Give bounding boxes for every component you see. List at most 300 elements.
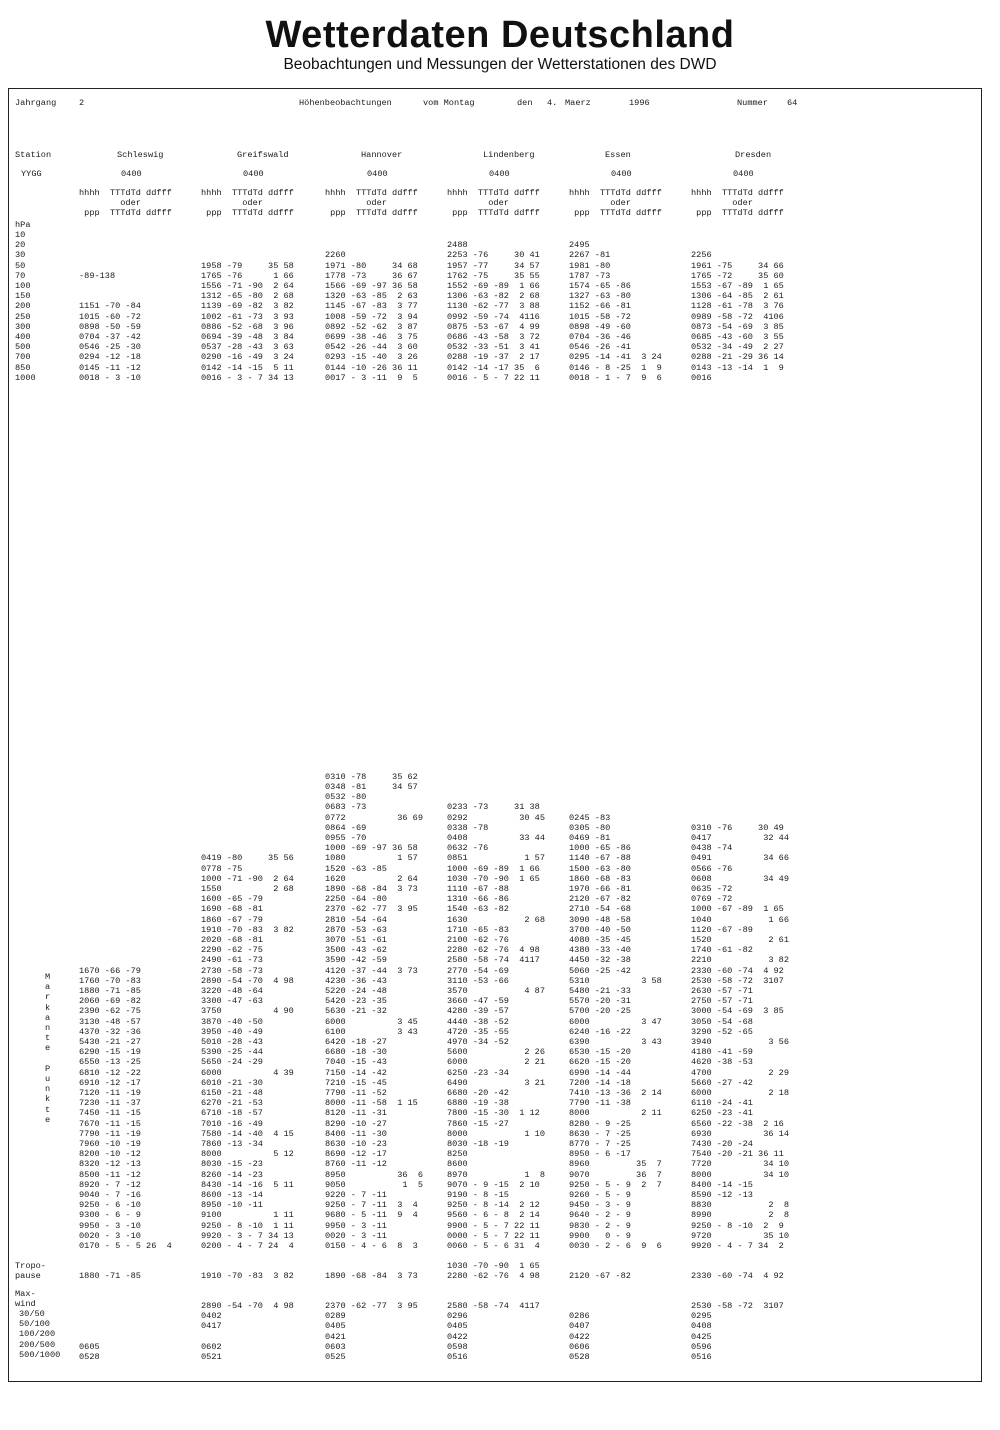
- sig-point-cell: 8630 - 7 -25: [569, 1128, 631, 1139]
- sig-point-cell: 8990 2 8: [691, 1210, 789, 1221]
- column-header: hhhh TTTdTd ddfff: [325, 188, 418, 198]
- std-level-cell: 0294 -12 -18: [79, 352, 141, 363]
- std-level-cell: 0532 -33 -51 3 41: [447, 342, 540, 353]
- std-level-cell: 1787 -73: [569, 270, 611, 281]
- std-level-cell: 1765 -76 1 66: [201, 270, 294, 281]
- maxwind-cell: 0525: [325, 1352, 346, 1362]
- maxwind-cell: 0596: [691, 1341, 712, 1352]
- station-name: Dresden: [735, 150, 772, 160]
- std-level-cell: 0685 -43 -60 3 55: [691, 332, 784, 342]
- sig-point-cell: 6560 -22 -38 2 16: [691, 1118, 784, 1129]
- sig-point-cell: 0305 -80: [569, 822, 611, 833]
- sig-point-cell: 8950 - 6 -17: [569, 1149, 631, 1160]
- maxwind-cell: 2370 -62 -77 3 95: [325, 1301, 418, 1311]
- sig-point-cell: 4080 -35 -45: [569, 935, 631, 945]
- sig-point-cell: 0200 - 4 - 7 24 4: [201, 1241, 294, 1251]
- maxwind-cell: 0408: [691, 1321, 712, 1332]
- sig-point-cell: 4380 -33 -40: [569, 945, 631, 956]
- sig-point-cell: 4700 2 29: [691, 1067, 789, 1078]
- wind-shear-label: 50/100: [19, 1319, 50, 1330]
- sig-point-cell: 0635 -72: [691, 884, 733, 894]
- sig-point-cell: 2730 -58 -73: [201, 965, 263, 976]
- sig-point-cell: 1860 -68 -83: [569, 873, 631, 884]
- sig-point-cell: 9070 - 9 -15 2 10: [447, 1179, 540, 1190]
- sig-point-cell: 6000 2 21: [447, 1057, 545, 1068]
- sig-point-cell: 8120 -11 -31: [325, 1108, 387, 1119]
- sig-point-cell: 3050 -54 -68: [691, 1016, 753, 1027]
- hpa-label: hPa: [15, 220, 31, 230]
- sig-point-cell: 5060 -25 -42: [569, 965, 631, 976]
- maxwind-label: Max-: [15, 1289, 36, 1299]
- sig-point-cell: 8920 - 7 -12: [79, 1179, 141, 1190]
- sig-point-cell: 2710 -54 -68: [569, 904, 631, 915]
- sig-point-cell: 0348 -81 34 57: [325, 782, 418, 792]
- sig-point-cell: 1910 -70 -83 3 82: [201, 924, 294, 935]
- maxwind-cell: 2890 -54 -70 4 98: [201, 1301, 294, 1311]
- sig-point-cell: 8000 1 10: [447, 1128, 545, 1139]
- std-level-cell: 1981 -80: [569, 260, 611, 271]
- sig-point-cell: 3660 -47 -59: [447, 996, 509, 1007]
- std-level-cell: 0018 - 1 - 7 9 6: [569, 372, 662, 383]
- sig-point-cell: 8320 -12 -13: [79, 1159, 141, 1170]
- sig-point-cell: 3700 -40 -50: [569, 924, 631, 935]
- markante-punkte-letter: e: [45, 1043, 51, 1054]
- column-header: hhhh TTTdTd ddfff: [569, 188, 662, 198]
- sig-point-cell: 0150 - 4 - 6 8 3: [325, 1241, 418, 1251]
- sig-point-cell: 1000 -69 -97 36 58: [325, 843, 418, 854]
- markante-punkte-letter: M: [45, 972, 51, 982]
- sig-point-cell: 1970 -66 -81: [569, 884, 631, 894]
- station-yygg: 0400: [489, 169, 510, 179]
- wind-shear-label: 500/1000: [19, 1349, 61, 1360]
- std-level-cell: 1566 -69 -97 36 58: [325, 281, 418, 291]
- column-header: hhhh TTTdTd ddfff: [79, 188, 172, 198]
- sig-point-cell: 0310 -78 35 62: [325, 771, 418, 782]
- sig-point-cell: 5310 3 58: [569, 975, 662, 986]
- sig-point-cell: 5570 -20 -31: [569, 996, 631, 1007]
- nummer-label: Nummer: [737, 98, 768, 108]
- markante-punkte-letter: t: [45, 1104, 51, 1115]
- sig-point-cell: 6490 3 21: [447, 1077, 545, 1088]
- sig-point-cell: 0292 30 45: [447, 812, 545, 823]
- sig-point-cell: 8290 -10 -27: [325, 1118, 387, 1129]
- pressure-level: 20: [15, 240, 26, 251]
- pressure-level: 500: [15, 342, 31, 353]
- sig-point-cell: 6910 -12 -17: [79, 1077, 141, 1088]
- sig-point-cell: 2750 -57 -71: [691, 996, 753, 1007]
- sig-point-cell: 7120 -11 -19: [79, 1088, 141, 1098]
- std-level-cell: 0145 -11 -12: [79, 362, 141, 373]
- sig-point-cell: 5390 -25 -44: [201, 1047, 263, 1058]
- sig-point-cell: 1860 -67 -79: [201, 914, 263, 925]
- sig-point-cell: 4370 -32 -36: [79, 1026, 141, 1037]
- sig-point-cell: 1760 -70 -83: [79, 975, 141, 986]
- sig-point-cell: 9720 35 10: [691, 1230, 789, 1241]
- sig-point-cell: 8760 -11 -12: [325, 1159, 387, 1170]
- maxwind-cell: 2580 -58 -74 4117: [447, 1301, 540, 1311]
- tropopause-cell: 1030 -70 -90 1 65: [447, 1260, 540, 1271]
- std-level-cell: 0898 -49 -60: [569, 321, 631, 332]
- sig-point-cell: 2390 -62 -75: [79, 1006, 141, 1017]
- sig-point-cell: 8250: [447, 1149, 468, 1160]
- data-sheet-content: [9, 89, 983, 1383]
- markante-punkte-letter: P: [45, 1063, 51, 1074]
- markante-punkte-letter: u: [45, 1074, 51, 1084]
- maxwind-cell: 0605: [79, 1341, 100, 1352]
- sig-point-cell: 3870 -40 -50: [201, 1016, 263, 1027]
- markante-punkte-letter: k: [45, 1094, 51, 1105]
- sig-point-cell: 9450 - 3 - 9: [569, 1200, 631, 1211]
- sig-point-cell: 0060 - 5 - 6 31 4: [447, 1241, 540, 1251]
- column-header: ppp TTTdTd ddfff: [325, 208, 418, 218]
- sig-point-cell: 9250 - 8 -14 2 12: [447, 1200, 540, 1211]
- std-level-cell: 1008 -59 -72 3 94: [325, 311, 418, 322]
- sig-point-cell: 9220 - 7 -11: [325, 1190, 387, 1200]
- date-text: vom Montag: [423, 98, 475, 108]
- sig-point-cell: 9050 1 5: [325, 1179, 423, 1190]
- sig-point-cell: 0408 33 44: [447, 833, 545, 843]
- std-level-cell: 0694 -39 -48 3 84: [201, 332, 294, 342]
- std-level-cell: 1556 -71 -90 2 64: [201, 281, 294, 291]
- std-level-cell: 0018 - 3 -10: [79, 372, 141, 383]
- maxwind-label: wind: [15, 1299, 36, 1309]
- sig-point-cell: 6880 -19 -38: [447, 1098, 509, 1109]
- sig-point-cell: 5660 -27 -42: [691, 1077, 753, 1088]
- sig-point-cell: 0170 - 5 - 5 26 4: [79, 1241, 172, 1251]
- std-level-cell: 0532 -34 -49 2 27: [691, 342, 784, 353]
- sig-point-cell: 0851 1 57: [447, 853, 545, 864]
- page-subtitle: Beobachtungen und Messungen der Wetterstationen des DWD: [283, 56, 717, 73]
- date-year: 1996: [629, 98, 650, 108]
- sig-point-cell: 2580 -58 -74 4117: [447, 955, 540, 966]
- sig-point-cell: 3750 4 90: [201, 1006, 294, 1017]
- sig-point-cell: 3940 3 56: [691, 1037, 789, 1047]
- std-level-cell: 0142 -14 -15 5 11: [201, 362, 294, 373]
- tropopause-label: pause: [15, 1271, 41, 1281]
- markante-punkte-letter: k: [45, 1002, 51, 1013]
- sig-point-cell: 8960 35 7: [569, 1159, 662, 1170]
- sig-point-cell: 7040 -15 -43: [325, 1057, 387, 1068]
- std-level-cell: 1312 -65 -80 2 68: [201, 291, 294, 302]
- sig-point-cell: 7540 -20 -21 36 11: [691, 1149, 784, 1160]
- sig-point-cell: 8260 -14 -23: [201, 1169, 263, 1180]
- tropopause-cell: 2280 -62 -76 4 98: [447, 1271, 540, 1281]
- std-level-cell: 1015 -60 -72: [79, 311, 141, 322]
- tropopause-cell: 2330 -60 -74 4 92: [691, 1271, 784, 1281]
- wind-shear-label: 200/500: [19, 1339, 56, 1350]
- pressure-level: 50: [15, 260, 26, 271]
- sig-point-cell: 8000 34 10: [691, 1169, 789, 1180]
- sig-point-cell: 2120 -67 -82: [569, 894, 631, 905]
- sig-point-cell: 7010 -16 -49: [201, 1118, 263, 1129]
- sig-point-cell: 2890 -54 -70 4 98: [201, 975, 294, 986]
- sig-point-cell: 3300 -47 -63: [201, 996, 263, 1007]
- sig-point-cell: 9250 - 8 -10 2 9: [691, 1220, 784, 1231]
- std-level-cell: 0704 -37 -42: [79, 332, 141, 342]
- maxwind-cell: 2530 -58 -72 3107: [691, 1301, 784, 1311]
- sig-point-cell: 4970 -34 -52: [447, 1037, 509, 1047]
- sig-point-cell: 4440 -38 -52: [447, 1016, 509, 1027]
- wind-shear-label: 30/50: [19, 1309, 45, 1319]
- std-level-cell: 0016 - 5 - 7 22 11: [447, 372, 540, 383]
- std-level-cell: 1778 -73 36 67: [325, 270, 418, 281]
- sig-point-cell: 0532 -80: [325, 792, 367, 803]
- sig-point-cell: 1120 -67 -89: [691, 924, 753, 935]
- sig-point-cell: 5650 -24 -29: [201, 1057, 263, 1068]
- sig-point-cell: 8600: [447, 1159, 468, 1170]
- sig-point-cell: 6530 -15 -20: [569, 1047, 631, 1058]
- column-header: ppp TTTdTd ddfff: [569, 208, 662, 218]
- sig-point-cell: 3130 -48 -57: [79, 1016, 141, 1027]
- sig-point-cell: 8000 2 11: [569, 1108, 662, 1119]
- sig-point-cell: 0417 32 44: [691, 833, 789, 843]
- markante-punkte-letter: e: [45, 1114, 51, 1125]
- sig-point-cell: 1140 -67 -88: [569, 853, 631, 864]
- pressure-level: 300: [15, 321, 31, 332]
- sig-point-cell: 5430 -21 -27: [79, 1037, 141, 1047]
- sig-point-cell: 1040 1 66: [691, 914, 789, 925]
- sig-point-cell: 6270 -21 -53: [201, 1098, 263, 1109]
- sig-point-cell: 8950 36 6: [325, 1169, 423, 1180]
- sig-point-cell: 4280 -39 -57: [447, 1006, 509, 1017]
- sig-point-cell: 2770 -54 -69: [447, 965, 509, 976]
- sig-point-cell: 5630 -21 -32: [325, 1006, 387, 1017]
- std-level-cell: 0699 -38 -46 3 75: [325, 332, 418, 342]
- maxwind-cell: 0603: [325, 1341, 346, 1352]
- sig-point-cell: 2870 -53 -63: [325, 924, 387, 935]
- std-level-cell: 1327 -63 -80: [569, 291, 631, 302]
- sig-point-cell: 0566 -76: [691, 863, 733, 874]
- std-level-cell: 0892 -52 -62 3 87: [325, 321, 418, 332]
- std-level-cell: 2260: [325, 250, 346, 261]
- sig-point-cell: 0769 -72: [691, 894, 733, 905]
- sig-point-cell: 1740 -61 -82: [691, 945, 753, 956]
- column-header: ppp TTTdTd ddfff: [691, 208, 784, 218]
- markante-punkte-letter: a: [45, 982, 51, 993]
- std-level-cell: 1015 -58 -72: [569, 311, 631, 322]
- maxwind-cell: 0528: [569, 1352, 590, 1362]
- sig-point-cell: 5220 -24 -48: [325, 986, 387, 996]
- column-header: hhhh TTTdTd ddfff: [447, 188, 540, 198]
- sig-point-cell: 6930 36 14: [691, 1128, 789, 1139]
- sig-point-cell: 2290 -62 -75: [201, 945, 263, 956]
- std-level-cell: 0537 -28 -43 3 63: [201, 342, 294, 353]
- sig-point-cell: 8630 -10 -23: [325, 1139, 387, 1149]
- sig-point-cell: 9830 - 2 - 9: [569, 1220, 631, 1231]
- station-name: Lindenberg: [483, 150, 535, 160]
- data-sheet: [8, 88, 982, 1382]
- sig-point-cell: 8590 -12 -13: [691, 1190, 753, 1200]
- column-header-oder: oder: [569, 198, 631, 208]
- pressure-level: 70: [15, 270, 26, 281]
- column-header: hhhh TTTdTd ddfff: [691, 188, 784, 198]
- sig-point-cell: 3590 -42 -59: [325, 955, 387, 966]
- pressure-level: 850: [15, 362, 31, 373]
- sig-point-cell: 3570 4 87: [447, 986, 545, 996]
- sig-point-cell: 6620 -15 -20: [569, 1057, 631, 1068]
- sig-point-cell: 0772 36 69: [325, 812, 423, 823]
- maxwind-cell: 0417: [201, 1321, 222, 1332]
- sig-point-cell: 9100 1 11: [201, 1210, 294, 1221]
- sig-point-cell: 1080 1 57: [325, 853, 418, 864]
- sig-point-cell: 1310 -66 -86: [447, 894, 509, 905]
- tropopause-label: Tropo-: [15, 1261, 46, 1271]
- sig-point-cell: 7200 -14 -18: [569, 1077, 631, 1088]
- maxwind-cell: 0516: [447, 1352, 468, 1362]
- sig-point-cell: 8970 1 8: [447, 1169, 545, 1180]
- sig-point-cell: 9900 0 - 9: [569, 1230, 631, 1241]
- sig-point-cell: 5600 2 26: [447, 1047, 545, 1058]
- maxwind-cell: 0422: [447, 1331, 468, 1342]
- sig-point-cell: 6420 -18 -27: [325, 1037, 387, 1047]
- page-header: [0, 14, 1000, 74]
- column-header: ppp TTTdTd ddfff: [201, 208, 294, 218]
- sig-point-cell: 6990 -14 -44: [569, 1067, 631, 1078]
- std-level-cell: 0016: [691, 372, 712, 383]
- sig-point-cell: 0338 -78: [447, 822, 489, 833]
- sig-point-cell: 1620 2 64: [325, 873, 418, 884]
- sig-point-cell: 7150 -14 -42: [325, 1067, 387, 1078]
- std-level-cell: 1139 -69 -82 3 82: [201, 301, 294, 312]
- sig-point-cell: 0310 -76 30 49: [691, 822, 784, 833]
- std-level-cell: 0142 -14 -17 35 6: [447, 362, 540, 373]
- sig-point-cell: 9950 - 3 -11: [325, 1220, 387, 1231]
- column-header: ppp TTTdTd ddfff: [447, 208, 540, 218]
- sig-point-cell: 7210 -15 -45: [325, 1077, 387, 1088]
- std-level-cell: 1128 -61 -78 3 76: [691, 301, 784, 312]
- sig-point-cell: 1600 -65 -79: [201, 894, 263, 905]
- sig-point-cell: 8950 -10 -11: [201, 1200, 263, 1211]
- sig-point-cell: 6710 -18 -57: [201, 1108, 263, 1119]
- maxwind-cell: 0407: [569, 1321, 590, 1332]
- tropopause-cell: 1890 -68 -84 3 73: [325, 1271, 418, 1281]
- date-month: Maerz: [565, 98, 591, 108]
- pressure-level: 400: [15, 332, 31, 342]
- std-level-cell: 2256: [691, 250, 712, 261]
- column-header: hhhh TTTdTd ddfff: [201, 188, 294, 198]
- sig-point-cell: 7790 -11 -19: [79, 1128, 141, 1139]
- maxwind-cell: 0516: [691, 1352, 712, 1362]
- sig-point-cell: 1000 -69 -89 1 66: [447, 863, 540, 874]
- std-level-cell: 0992 -59 -74 4116: [447, 311, 540, 322]
- sig-point-cell: 1500 -63 -80: [569, 863, 631, 874]
- sig-point-cell: 9300 - 6 - 9: [79, 1210, 141, 1221]
- pressure-level: 30: [15, 250, 26, 261]
- jahrgang-value: 2: [79, 98, 85, 108]
- std-level-cell: 0144 -10 -26 36 11: [325, 362, 418, 373]
- wind-shear-label: 100/200: [19, 1329, 56, 1340]
- tropopause-cell: 2120 -67 -82: [569, 1271, 631, 1281]
- std-level-cell: 0017 - 3 -11 9 5: [325, 372, 418, 383]
- std-level-cell: 0146 - 8 -25 1 9: [569, 362, 662, 373]
- std-level-cell: 0989 -58 -72 4106: [691, 311, 784, 322]
- sig-point-cell: 2490 -61 -73: [201, 955, 263, 966]
- report-title: Höhenbeobachtungen: [299, 98, 392, 108]
- sig-point-cell: 9680 - 5 -11 9 4: [325, 1210, 418, 1221]
- sig-point-cell: 3090 -48 -58: [569, 914, 631, 925]
- sig-point-cell: 9260 - 5 - 9: [569, 1190, 631, 1200]
- sig-point-cell: 6550 -13 -25: [79, 1057, 141, 1068]
- sig-point-cell: 6110 -24 -41: [691, 1098, 753, 1109]
- sig-point-cell: 7790 -11 -38: [569, 1098, 631, 1109]
- markante-punkte-letter: n: [45, 1023, 51, 1033]
- sig-point-cell: 6290 -15 -19: [79, 1047, 141, 1058]
- maxwind-cell: 0521: [201, 1352, 222, 1362]
- column-header-oder: oder: [201, 198, 263, 208]
- sig-point-cell: 6680 -18 -30: [325, 1047, 387, 1058]
- sig-point-cell: 9250 - 6 -10: [79, 1200, 141, 1211]
- sig-point-cell: 6240 -16 -22: [569, 1026, 631, 1037]
- sig-point-cell: 7860 -13 -34: [201, 1139, 263, 1149]
- sig-point-cell: 0778 -75: [201, 863, 243, 874]
- markante-punkte-letter: n: [45, 1084, 51, 1095]
- std-level-cell: 1961 -75 34 66: [691, 260, 784, 271]
- maxwind-cell: 0598: [447, 1341, 468, 1352]
- sig-point-cell: 6390 3 43: [569, 1037, 662, 1047]
- std-level-cell: 0686 -43 -58 3 72: [447, 332, 540, 342]
- column-header-oder: oder: [691, 198, 753, 208]
- sig-point-cell: 2020 -68 -81: [201, 935, 263, 945]
- sig-point-cell: 8000 -11 -58 1 15: [325, 1098, 418, 1109]
- sig-point-cell: 0020 - 3 -10: [79, 1230, 141, 1241]
- sig-point-cell: 1000 -65 -86: [569, 843, 631, 854]
- sig-point-cell: 4230 -36 -43: [325, 975, 387, 986]
- station-yygg: 0400: [733, 169, 754, 179]
- sig-point-cell: 1630 2 68: [447, 914, 545, 925]
- std-level-cell: 0546 -25 -30: [79, 342, 141, 353]
- sig-point-cell: 6010 -21 -30: [201, 1077, 263, 1088]
- sig-point-cell: 0608 34 49: [691, 873, 789, 884]
- column-header-oder: oder: [447, 198, 509, 208]
- station-label: Station: [15, 150, 52, 160]
- sig-point-cell: 8770 - 7 -25: [569, 1139, 631, 1149]
- std-level-cell: 0288 -19 -37 2 17: [447, 352, 540, 363]
- sig-point-cell: 1520 2 61: [691, 935, 789, 945]
- nummer-value: 64: [787, 98, 798, 108]
- sig-point-cell: 7800 -15 -30 1 12: [447, 1108, 540, 1119]
- sig-point-cell: 1540 -63 -82: [447, 904, 509, 915]
- sig-point-cell: 1690 -68 -81: [201, 904, 263, 915]
- date-den: den: [517, 98, 533, 108]
- sig-point-cell: 0419 -80 35 56: [201, 853, 294, 864]
- sig-point-cell: 8430 -14 -16 5 11: [201, 1179, 294, 1190]
- std-level-cell: 2253 -76 30 41: [447, 250, 540, 261]
- sig-point-cell: 0469 -81: [569, 833, 611, 843]
- pressure-level: 200: [15, 301, 31, 312]
- maxwind-cell: 0402: [201, 1311, 222, 1322]
- std-level-cell: 0873 -54 -69 3 85: [691, 321, 784, 332]
- std-level-cell: 1957 -77 34 57: [447, 260, 540, 271]
- std-level-cell: 0875 -53 -67 4 99: [447, 321, 540, 332]
- std-level-cell: -89-138: [79, 270, 116, 281]
- std-level-cell: 1145 -67 -83 3 77: [325, 301, 418, 312]
- std-level-cell: 0290 -16 -49 3 24: [201, 352, 294, 363]
- sig-point-cell: 0233 -73 31 38: [447, 802, 540, 813]
- sig-point-cell: 7430 -20 -24: [691, 1139, 753, 1149]
- station-yygg: 0400: [367, 169, 388, 179]
- sig-point-cell: 3220 -48 -64: [201, 986, 263, 996]
- std-level-cell: 0704 -36 -46: [569, 332, 631, 342]
- maxwind-cell: 0405: [325, 1321, 346, 1332]
- sig-point-cell: 9560 - 6 - 8 2 14: [447, 1210, 540, 1221]
- sig-point-cell: 0683 -73: [325, 802, 367, 813]
- sig-point-cell: 6000 2 18: [691, 1088, 789, 1098]
- sig-point-cell: 5010 -28 -43: [201, 1037, 263, 1047]
- std-level-cell: 1306 -64 -85 2 61: [691, 291, 784, 302]
- station-yygg: 0400: [121, 169, 142, 179]
- column-header-oder: oder: [79, 198, 141, 208]
- sig-point-cell: 3070 -51 -61: [325, 935, 387, 945]
